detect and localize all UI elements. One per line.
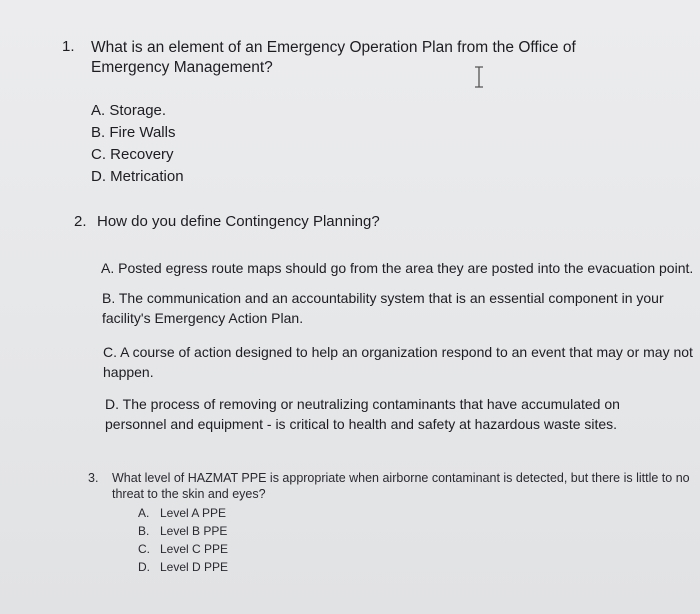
option-letter: B. [102, 290, 116, 306]
option-item [138, 540, 228, 558]
question-text: What is an element of an Emergency Operation Plan from the Office of Emergency Management? [91, 39, 576, 76]
option-text: The process of removing or neutralizing contaminants that have accumulated on personnel and equipment - is critical to health and safety at hazardous waste sites. [105, 396, 620, 432]
option-item [103, 342, 693, 382]
option-text: Level A PPE [160, 506, 227, 520]
option-letter: B. [138, 524, 150, 538]
option-text: Level B PPE [160, 524, 228, 538]
option-text: Level C PPE [160, 542, 229, 556]
option-item [91, 144, 174, 166]
question-text: How do you define Contingency Planning? [97, 213, 380, 230]
option-text: Metrication [110, 168, 184, 185]
option-item [138, 522, 227, 540]
option-item [138, 558, 228, 576]
option-letter: B. [91, 124, 106, 141]
question-number: 2. [74, 213, 87, 230]
option-text: Recovery [110, 146, 174, 163]
option-item [91, 166, 184, 188]
option-item [105, 394, 685, 434]
option-text: Level D PPE [160, 560, 229, 574]
option-letter: A. [91, 102, 106, 119]
option-item [102, 288, 682, 328]
question-number: 1. [62, 38, 75, 55]
question-number: 3. [88, 471, 99, 485]
option-letter: C. [103, 344, 117, 360]
option-item [91, 122, 175, 144]
option-text: A course of action designed to help an organization respond to an event that may or may not happen. [103, 344, 693, 380]
option-letter: A. [101, 260, 115, 276]
option-letter: D. [91, 168, 106, 185]
text-cursor-icon [472, 66, 486, 88]
option-letter: C. [138, 542, 150, 556]
option-text: Storage. [109, 102, 167, 119]
option-item [101, 258, 700, 278]
option-item [91, 100, 166, 122]
option-letter: D. [105, 396, 119, 412]
option-letter: D. [138, 560, 150, 574]
option-text: Posted egress route maps should go from the area they are posted into the evacuation point. [118, 260, 694, 276]
option-letter: C. [91, 146, 106, 163]
option-letter: A. [138, 506, 150, 520]
option-item [138, 504, 226, 522]
option-text: Fire Walls [109, 124, 176, 141]
option-text: The communication and an accountability system that is an essential component in your facility's Emergency Action Plan. [102, 290, 664, 326]
question-text: What level of HAZMAT PPE is appropriate when airborne contaminant is detected, but there is little to no threat to the skin and eyes? [112, 471, 690, 501]
